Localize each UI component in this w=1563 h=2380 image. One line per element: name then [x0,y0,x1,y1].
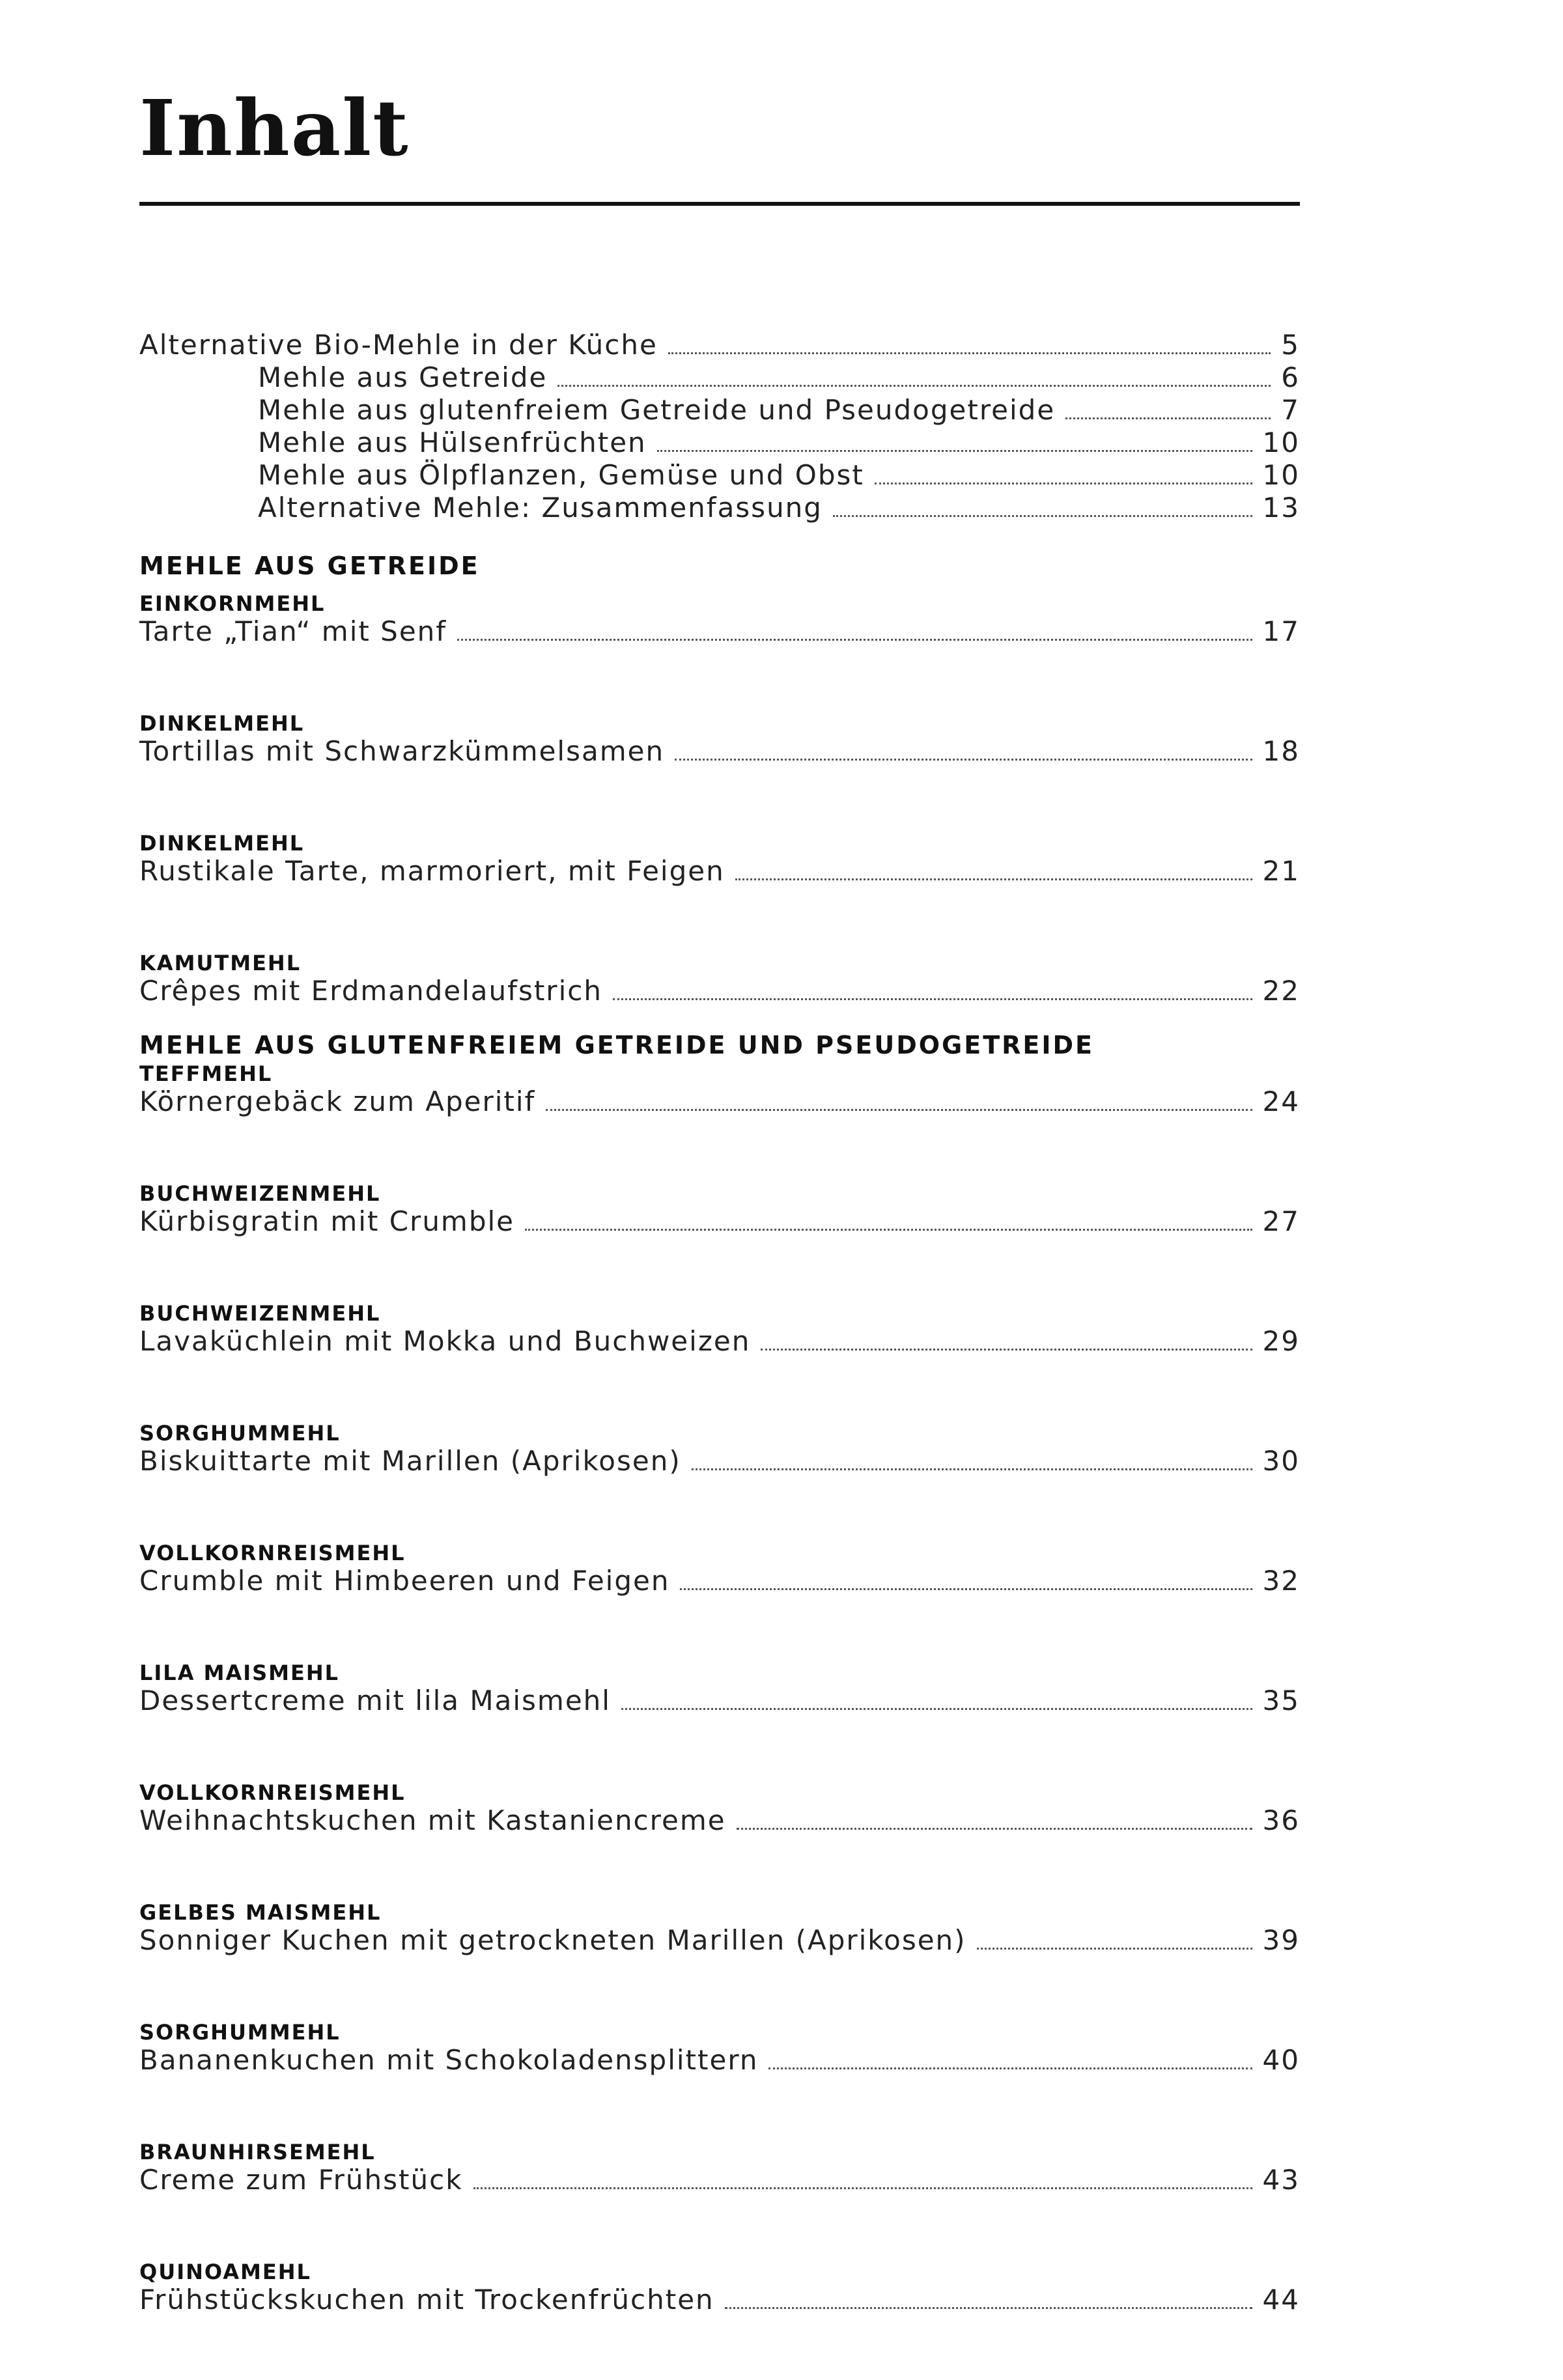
toc-entry-page: 43 [1262,2164,1300,2196]
recipe-title: Körnergebäck zum Aperitif [139,1085,536,1117]
recipe-title: Tarte „Tian“ mit Senf [139,615,447,647]
page-title: Inhalt [139,83,410,173]
flour-subheading: BUCHWEIZENMEHL [139,1181,381,1206]
toc-entry-label: Alternative Bio-Mehle in der Küche [139,329,658,361]
toc-entry-page: 44 [1262,2284,1300,2316]
toc-entry[interactable] [139,2164,1300,2196]
toc-entry[interactable] [139,427,1300,459]
flour-subheading: QUINOAMEHL [139,2260,311,2284]
flour-subheading: VOLLKORNREISMEHL [139,1780,406,1805]
toc-entry-label: Mehle aus Getreide [258,361,548,393]
section-heading: MEHLE AUS GLUTENFREIEM GETREIDE UND PSEUDOGETREIDE [139,1031,1094,1059]
recipe-title: Lavaküchlein mit Mokka und Buchweizen [139,1325,751,1357]
title-rule [139,202,1300,206]
flour-subheading: SORGHUMMEHL [139,2020,341,2045]
dot-leader [875,483,1252,484]
toc-entry-page: 6 [1281,361,1300,393]
recipe-entry[interactable] [139,832,1300,888]
toc-entry[interactable] [139,1804,1300,1837]
toc-entry-page: 13 [1262,492,1300,524]
flour-subheading: SORGHUMMEHL [139,1421,341,1446]
dot-leader [692,1468,1252,1470]
toc-entry[interactable] [139,361,1300,394]
recipe-entry[interactable] [139,2260,1300,2316]
toc-entry[interactable] [139,1205,1300,1238]
dot-leader [668,352,1271,354]
toc-entry-page: 21 [1262,855,1300,887]
recipe-entry[interactable] [139,2021,1300,2077]
toc-entry[interactable] [139,1924,1300,1957]
flour-subheading: DINKELMEHL [139,711,305,736]
recipe-entry[interactable] [139,1302,1300,1358]
toc-entry[interactable] [139,329,1300,361]
dot-leader [761,1349,1252,1351]
recipe-entry[interactable] [139,712,1300,768]
toc-entry[interactable] [139,1565,1300,1597]
dot-leader [768,2067,1252,2069]
flour-subheading: EINKORNMEHL [139,591,326,616]
toc-entry-page: 5 [1281,329,1300,361]
toc-entry-page: 10 [1262,427,1300,458]
recipe-title: Sonniger Kuchen mit getrockneten Marillen (Aprikosen) [139,1924,966,1956]
dot-leader [675,759,1252,761]
recipe-entry[interactable] [139,951,1300,1007]
dot-leader [977,1948,1252,1950]
toc-entry-page: 17 [1262,615,1300,647]
recipe-entry[interactable] [139,592,1300,648]
dot-leader [833,515,1252,517]
toc-entry-label: Mehle aus Ölpflanzen, Gemüse und Obst [258,459,864,491]
toc-entry-page: 32 [1262,1565,1300,1597]
toc-entry[interactable] [139,394,1300,427]
dot-leader [613,998,1252,1000]
flour-subheading: KAMUTMEHL [139,951,302,975]
flour-subheading: DINKELMEHL [139,831,305,856]
recipe-entry[interactable] [139,1541,1300,1597]
dot-leader [735,878,1252,880]
recipe-entry[interactable] [139,1661,1300,1717]
recipe-title: Dessertcreme mit lila Maismehl [139,1685,611,1716]
recipe-title: Biskuittarte mit Marillen (Aprikosen) [139,1445,681,1477]
table-of-contents [139,329,1300,2380]
recipe-entry[interactable] [139,1182,1300,1238]
recipe-entry[interactable] [139,1421,1300,1477]
toc-entry-page: 40 [1262,2044,1300,2076]
toc-entry-label: Mehle aus glutenfreiem Getreide und Pseudogetreide [258,394,1056,426]
toc-entry[interactable] [139,735,1300,768]
toc-entry-page: 29 [1262,1325,1300,1357]
toc-entry[interactable] [139,1445,1300,1477]
recipe-title: Rustikale Tarte, marmoriert, mit Feigen [139,855,725,887]
toc-entry[interactable] [139,1325,1300,1358]
intro-block [139,329,1300,524]
dot-leader [680,1588,1252,1590]
dot-leader [473,2187,1252,2189]
dot-leader [457,639,1252,641]
dot-leader [546,1109,1252,1111]
dot-leader [657,450,1252,452]
toc-entry-page: 27 [1262,1205,1300,1237]
dot-leader [1065,417,1271,419]
dot-leader [725,2307,1252,2309]
recipe-title: Crêpes mit Erdmandelaufstrich [139,975,602,1007]
recipe-title: Creme zum Frühstück [139,2164,463,2196]
toc-entry-page: 30 [1262,1445,1300,1477]
dot-leader [557,385,1271,387]
toc-entry-page: 18 [1262,735,1300,767]
recipe-title: Weihnachtskuchen mit Kastaniencreme [139,1804,726,1836]
toc-entry-page: 22 [1262,975,1300,1007]
dot-leader [621,1708,1252,1710]
toc-entry[interactable] [139,2284,1300,2316]
toc-entry-page: 24 [1262,1085,1300,1117]
flour-subheading: TEFFMEHL [139,1061,273,1086]
toc-entry[interactable] [139,1685,1300,1717]
flour-subheading: VOLLKORNREISMEHL [139,1541,406,1565]
toc-entry[interactable] [139,855,1300,888]
recipe-title: Kürbisgratin mit Crumble [139,1205,515,1237]
recipe-title: Tortillas mit Schwarzkümmelsamen [139,735,665,767]
recipe-entry[interactable] [139,1062,1300,1118]
toc-entry[interactable] [139,1085,1300,1118]
toc-entry-page: 7 [1281,394,1300,426]
toc-entry[interactable] [139,2044,1300,2077]
toc-entry-page: 10 [1262,459,1300,491]
recipe-title: Crumble mit Himbeeren und Feigen [139,1565,670,1597]
toc-entry[interactable] [139,615,1300,648]
toc-entry-page: 39 [1262,1924,1300,1956]
section-heading: MEHLE AUS GETREIDE [139,552,480,580]
recipe-entry[interactable] [139,2140,1300,2196]
toc-entry-label: Mehle aus Hülsenfrüchten [258,427,647,458]
flour-subheading: LILA MAISMEHL [139,1660,340,1685]
flour-subheading: BUCHWEIZENMEHL [139,1301,381,1326]
flour-subheading: GELBES MAISMEHL [139,1900,382,1925]
dot-leader [737,1828,1252,1830]
toc-entry-page: 36 [1262,1804,1300,1836]
toc-entry-page: 35 [1262,1685,1300,1716]
dot-leader [525,1229,1252,1231]
toc-entry-label: Alternative Mehle: Zusammenfassung [258,492,823,524]
toc-entry[interactable] [139,975,1300,1007]
flour-subheading: BRAUNHIRSEMEHL [139,2140,376,2164]
recipe-title: Bananenkuchen mit Schokoladensplittern [139,2044,759,2076]
recipe-entry[interactable] [139,1901,1300,1957]
recipe-entry[interactable] [139,1781,1300,1837]
toc-entry[interactable] [139,492,1300,524]
recipe-title: Frühstückskuchen mit Trockenfrüchten [139,2284,714,2316]
toc-entry[interactable] [139,459,1300,492]
